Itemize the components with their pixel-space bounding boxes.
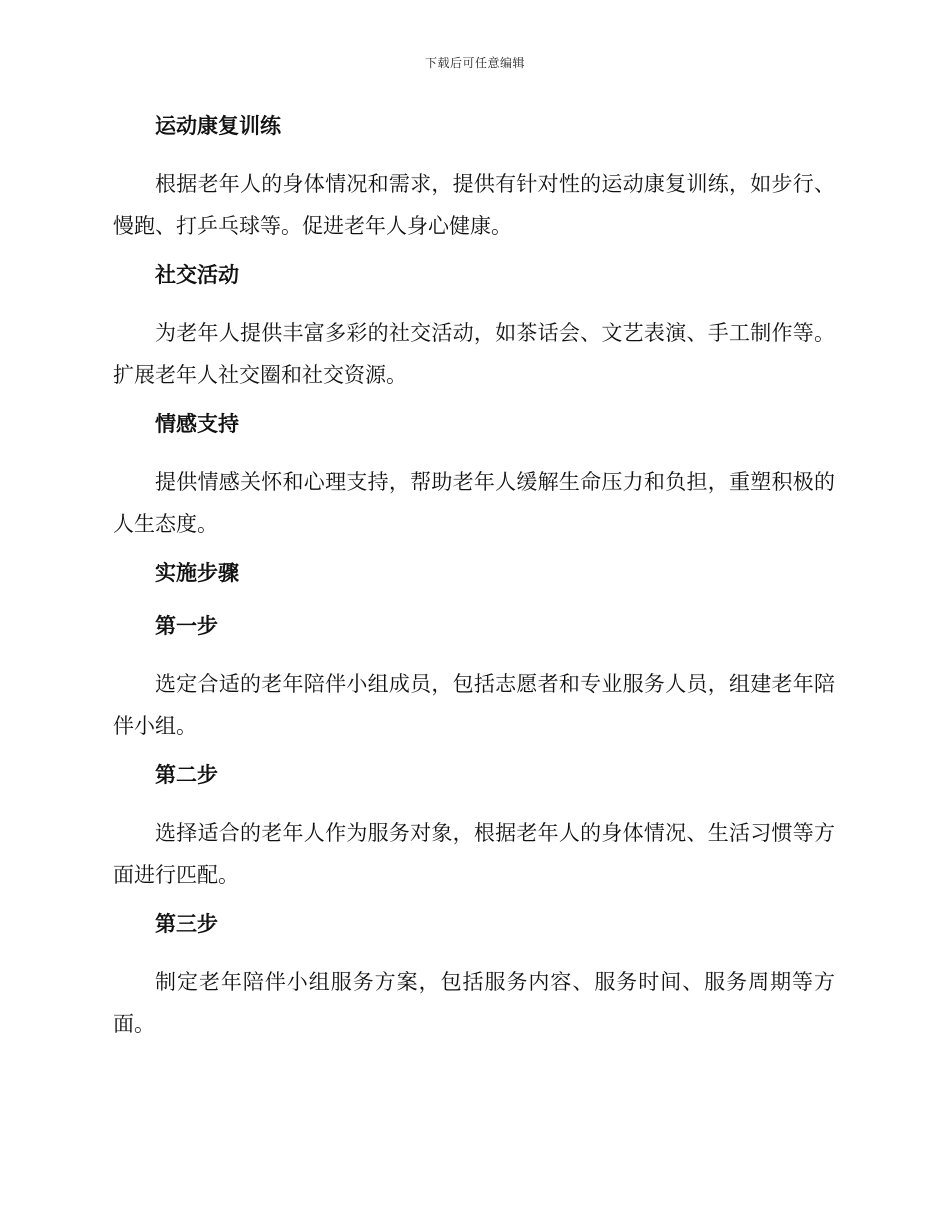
section-paragraph: 根据老年人的身体情况和需求，提供有针对性的运动康复训练，如步行、慢跑、打乒乓球等。促进老年人身心健康。 bbox=[113, 172, 835, 238]
section-step-two bbox=[113, 759, 835, 896]
section-heading: 第三步 bbox=[155, 912, 218, 936]
section-paragraph: 为老年人提供丰富多彩的社交活动，如茶话会、文艺表演、手工制作等。扩展老年人社交圈和社交资源。 bbox=[113, 321, 835, 387]
section-social-activities bbox=[113, 259, 835, 396]
section-heading: 运动康复训练 bbox=[155, 114, 281, 138]
section-implementation-steps bbox=[113, 557, 835, 589]
section-heading: 第一步 bbox=[155, 614, 218, 638]
section-step-three bbox=[113, 908, 835, 1045]
section-step-one bbox=[113, 610, 835, 747]
section-paragraph: 提供情感关怀和心理支持，帮助老年人缓解生命压力和负担，重塑积极的人生态度。 bbox=[113, 470, 835, 536]
section-paragraph: 制定老年陪伴小组服务方案，包括服务内容、服务时间、服务周期等方面。 bbox=[113, 970, 835, 1036]
section-paragraph: 选择适合的老年人作为服务对象，根据老年人的身体情况、生活习惯等方面进行匹配。 bbox=[113, 821, 835, 887]
section-paragraph: 选定合适的老年陪伴小组成员，包括志愿者和专业服务人员，组建老年陪伴小组。 bbox=[113, 672, 835, 738]
section-heading: 实施步骤 bbox=[155, 561, 239, 585]
section-emotional-support bbox=[113, 408, 835, 545]
page-header: 下载后可任意编辑 bbox=[424, 56, 525, 70]
section-heading: 社交活动 bbox=[155, 263, 239, 287]
section-heading: 第二步 bbox=[155, 763, 218, 787]
section-heading: 情感支持 bbox=[155, 412, 239, 436]
document-body bbox=[113, 110, 835, 1057]
section-rehab-training bbox=[113, 110, 835, 247]
